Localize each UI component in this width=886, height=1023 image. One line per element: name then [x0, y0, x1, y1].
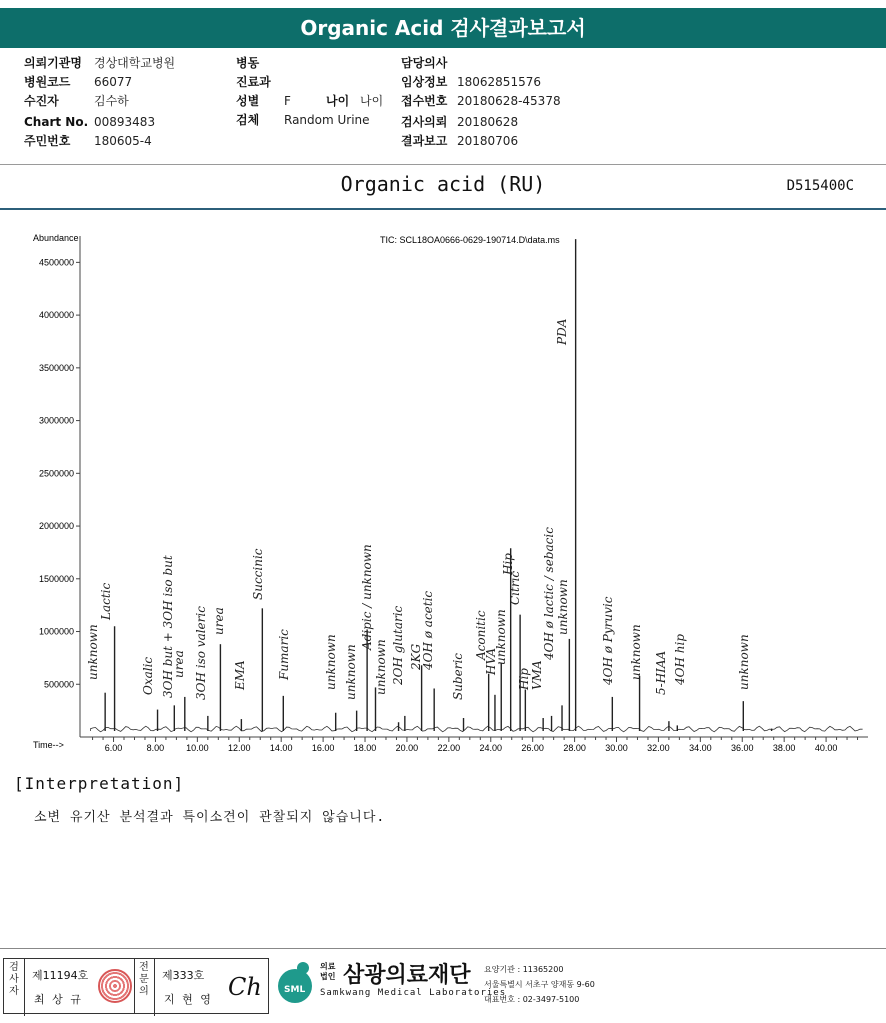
info-label: 병원코드	[24, 75, 71, 89]
x-axis-label: Time-->	[33, 740, 64, 750]
peak-annotation: Citric	[508, 570, 522, 605]
y-tick-label: 3500000	[38, 362, 74, 373]
chart-report-title: Organic acid (RU)	[340, 172, 546, 196]
info-row	[236, 73, 284, 92]
y-tick-label: 3000000	[38, 415, 74, 426]
signer2-license: 제333호	[162, 969, 205, 982]
x-tick-label: 14.00	[269, 743, 293, 753]
peak-annotations	[86, 318, 751, 700]
peak-annotation: 4OH ø Pyruvic	[601, 596, 615, 685]
org-code: 요양기관 : 11365200	[484, 965, 564, 974]
x-tick-label: 10.00	[186, 743, 209, 753]
signer1-name: 최 상 규	[34, 993, 83, 1006]
divider	[0, 208, 886, 210]
peak-annotation: 3OH iso valeric	[194, 606, 208, 700]
x-tick-label: 12.00	[228, 743, 251, 753]
age-value: 나이	[360, 94, 384, 108]
peak-annotation: unknown	[374, 639, 388, 695]
info-row	[401, 54, 457, 73]
official-seal	[98, 969, 132, 1003]
info-row	[24, 54, 175, 73]
x-tick-label: 40.00	[814, 743, 838, 753]
info-label: 담당의사	[401, 56, 448, 70]
peak-annotation: EMA	[233, 660, 247, 690]
y-ticks	[39, 257, 80, 689]
peak-annotation: Lactic	[99, 582, 113, 620]
signer1-license: 제11194호	[32, 969, 89, 982]
peak-annotation: Succinic	[251, 548, 265, 600]
info-row	[236, 92, 383, 111]
chromatogram-chart	[0, 220, 886, 760]
x-tick-label: 8.00	[146, 743, 165, 753]
peak-annotation: VMA	[530, 660, 544, 690]
signer2-name: 지 현 영	[164, 993, 213, 1006]
info-value: 00893483	[94, 115, 156, 129]
y-tick-label: 1000000	[38, 626, 74, 637]
y-tick-label: 4500000	[38, 257, 74, 268]
info-label: 진료과	[236, 75, 271, 89]
logo-text: SML	[284, 985, 306, 995]
info-value: 20180628-45378	[457, 94, 561, 108]
peak-annotation: urea	[172, 650, 186, 678]
divider	[0, 948, 886, 949]
x-tick-label: 30.00	[605, 743, 628, 753]
x-tick-label: 32.00	[647, 743, 670, 753]
info-label: 수진자	[24, 94, 59, 108]
y-axis-label: Abundance	[33, 233, 79, 243]
x-tick-label: 18.00	[353, 743, 377, 753]
info-row	[401, 73, 541, 92]
peak-annotation: Hip	[517, 668, 531, 690]
info-label: 접수번호	[401, 94, 448, 108]
info-label: 주민번호	[24, 134, 71, 148]
x-tick-label: 20.00	[395, 743, 419, 753]
org-english-name: Samkwang Medical Laboratories	[320, 988, 507, 998]
peak-annotation: unknown	[324, 634, 338, 690]
x-tick-label: 16.00	[311, 743, 335, 753]
peak-annotation: unknown	[556, 579, 570, 635]
info-row	[401, 113, 518, 132]
peak-annotation: unknown	[737, 634, 751, 690]
info-row	[24, 113, 155, 132]
peak-annotation: unknown	[494, 609, 508, 665]
info-row	[24, 132, 152, 151]
peak-annotation: 4OH hip	[673, 634, 687, 685]
interpretation-text: 소변 유기산 분석결과 특이소견이 관찰되지 않습니다.	[34, 810, 386, 825]
peak-annotation: 5-HIAA	[654, 650, 668, 695]
peak-annotation: 4OH ø acetic	[421, 590, 435, 670]
interpretation-title: [Interpretation]	[14, 774, 185, 793]
info-row	[24, 73, 132, 92]
signature-box	[3, 958, 269, 1014]
org-info	[484, 962, 595, 1007]
info-label: 병동	[236, 56, 260, 70]
x-tick-label: 6.00	[104, 743, 123, 753]
info-label: 임상정보	[401, 75, 448, 89]
peak-annotation: 4OH ø lactic / sebacic	[542, 527, 556, 660]
info-value: 20180706	[457, 134, 519, 148]
peak-annotation: Aconitic	[474, 610, 488, 660]
peak-annotation: Suberic	[451, 652, 465, 700]
test-code: D515400C	[786, 178, 854, 194]
peak-annotation: HVA	[484, 648, 498, 675]
info-value: Random Urine	[284, 113, 370, 127]
org-phone: 대표번호 : 02-3497-5100	[484, 995, 580, 1004]
peak-annotation: 2KG	[409, 643, 423, 670]
peak-annotation: 2OH glutaric	[391, 605, 405, 685]
baseline-trace	[90, 726, 862, 732]
x-tick-label: 34.00	[689, 743, 712, 753]
peak-annotation: unknown	[629, 624, 643, 680]
peak-annotation: Fumaric	[277, 629, 291, 680]
signer1-role: 검 사 자	[4, 959, 25, 1016]
info-value: 김수하	[94, 94, 129, 108]
info-row	[236, 54, 284, 73]
patient-info	[0, 54, 886, 164]
info-label: 의뢰기관명	[24, 56, 82, 70]
org-type: 의료 법인	[320, 962, 336, 981]
age-label: 나이	[326, 94, 350, 108]
report-title-bar: Organic Acid 검사결과보고서	[0, 8, 886, 48]
org-name: 삼광의료재단	[343, 963, 471, 988]
x-tick-label: 24.00	[479, 743, 503, 753]
info-row	[24, 92, 129, 111]
x-tick-label: 26.00	[521, 743, 544, 753]
info-value: 18062851576	[457, 75, 541, 89]
signer2-role: 전 문 의	[134, 959, 155, 1016]
info-label: 검체	[236, 113, 260, 127]
chart-title: TIC: SCL18OA0666-0629-190714.D\data.ms	[380, 235, 560, 245]
x-tick-label: 22.00	[437, 743, 461, 753]
peak-annotation: Hip	[501, 553, 515, 575]
info-value: 66077	[94, 75, 133, 89]
peak-annotation: Oxalic	[141, 656, 155, 695]
divider	[0, 164, 886, 165]
y-tick-label: 4000000	[38, 310, 74, 321]
peak-annotation: 3OH but + 3OH iso but	[161, 555, 175, 698]
x-ticks	[93, 737, 858, 753]
y-tick-label: 500000	[43, 679, 74, 690]
y-tick-label: 1500000	[38, 573, 74, 584]
info-value: 20180628	[457, 115, 519, 129]
y-tick-label: 2000000	[38, 521, 74, 532]
peak-annotation: PDA	[555, 318, 569, 345]
info-label: 성별	[236, 94, 260, 108]
peak-annotation: urea	[212, 607, 226, 635]
info-label: 결과보고	[401, 134, 448, 148]
info-row	[401, 132, 518, 151]
info-label: Chart No.	[24, 115, 89, 129]
x-tick-label: 36.00	[730, 743, 754, 753]
sml-logo-icon	[272, 960, 318, 1004]
info-row	[236, 111, 370, 130]
info-label: 검사의뢰	[401, 115, 448, 129]
info-row	[401, 92, 561, 111]
peak-annotation: Adipic / unknown	[360, 544, 374, 650]
handwritten-signature: Ch	[228, 973, 262, 1001]
peak-annotation: unknown	[86, 624, 100, 680]
info-value: 180605-4	[94, 134, 152, 148]
x-tick-label: 38.00	[772, 743, 796, 753]
org-address: 서울특별시 서초구 양재동 9-60	[484, 980, 595, 989]
info-value: 경상대학교병원	[94, 56, 176, 70]
x-tick-label: 28.00	[563, 743, 586, 753]
info-value: F	[284, 94, 291, 108]
peak-annotation: unknown	[344, 644, 358, 700]
y-tick-label: 2500000	[38, 468, 74, 479]
